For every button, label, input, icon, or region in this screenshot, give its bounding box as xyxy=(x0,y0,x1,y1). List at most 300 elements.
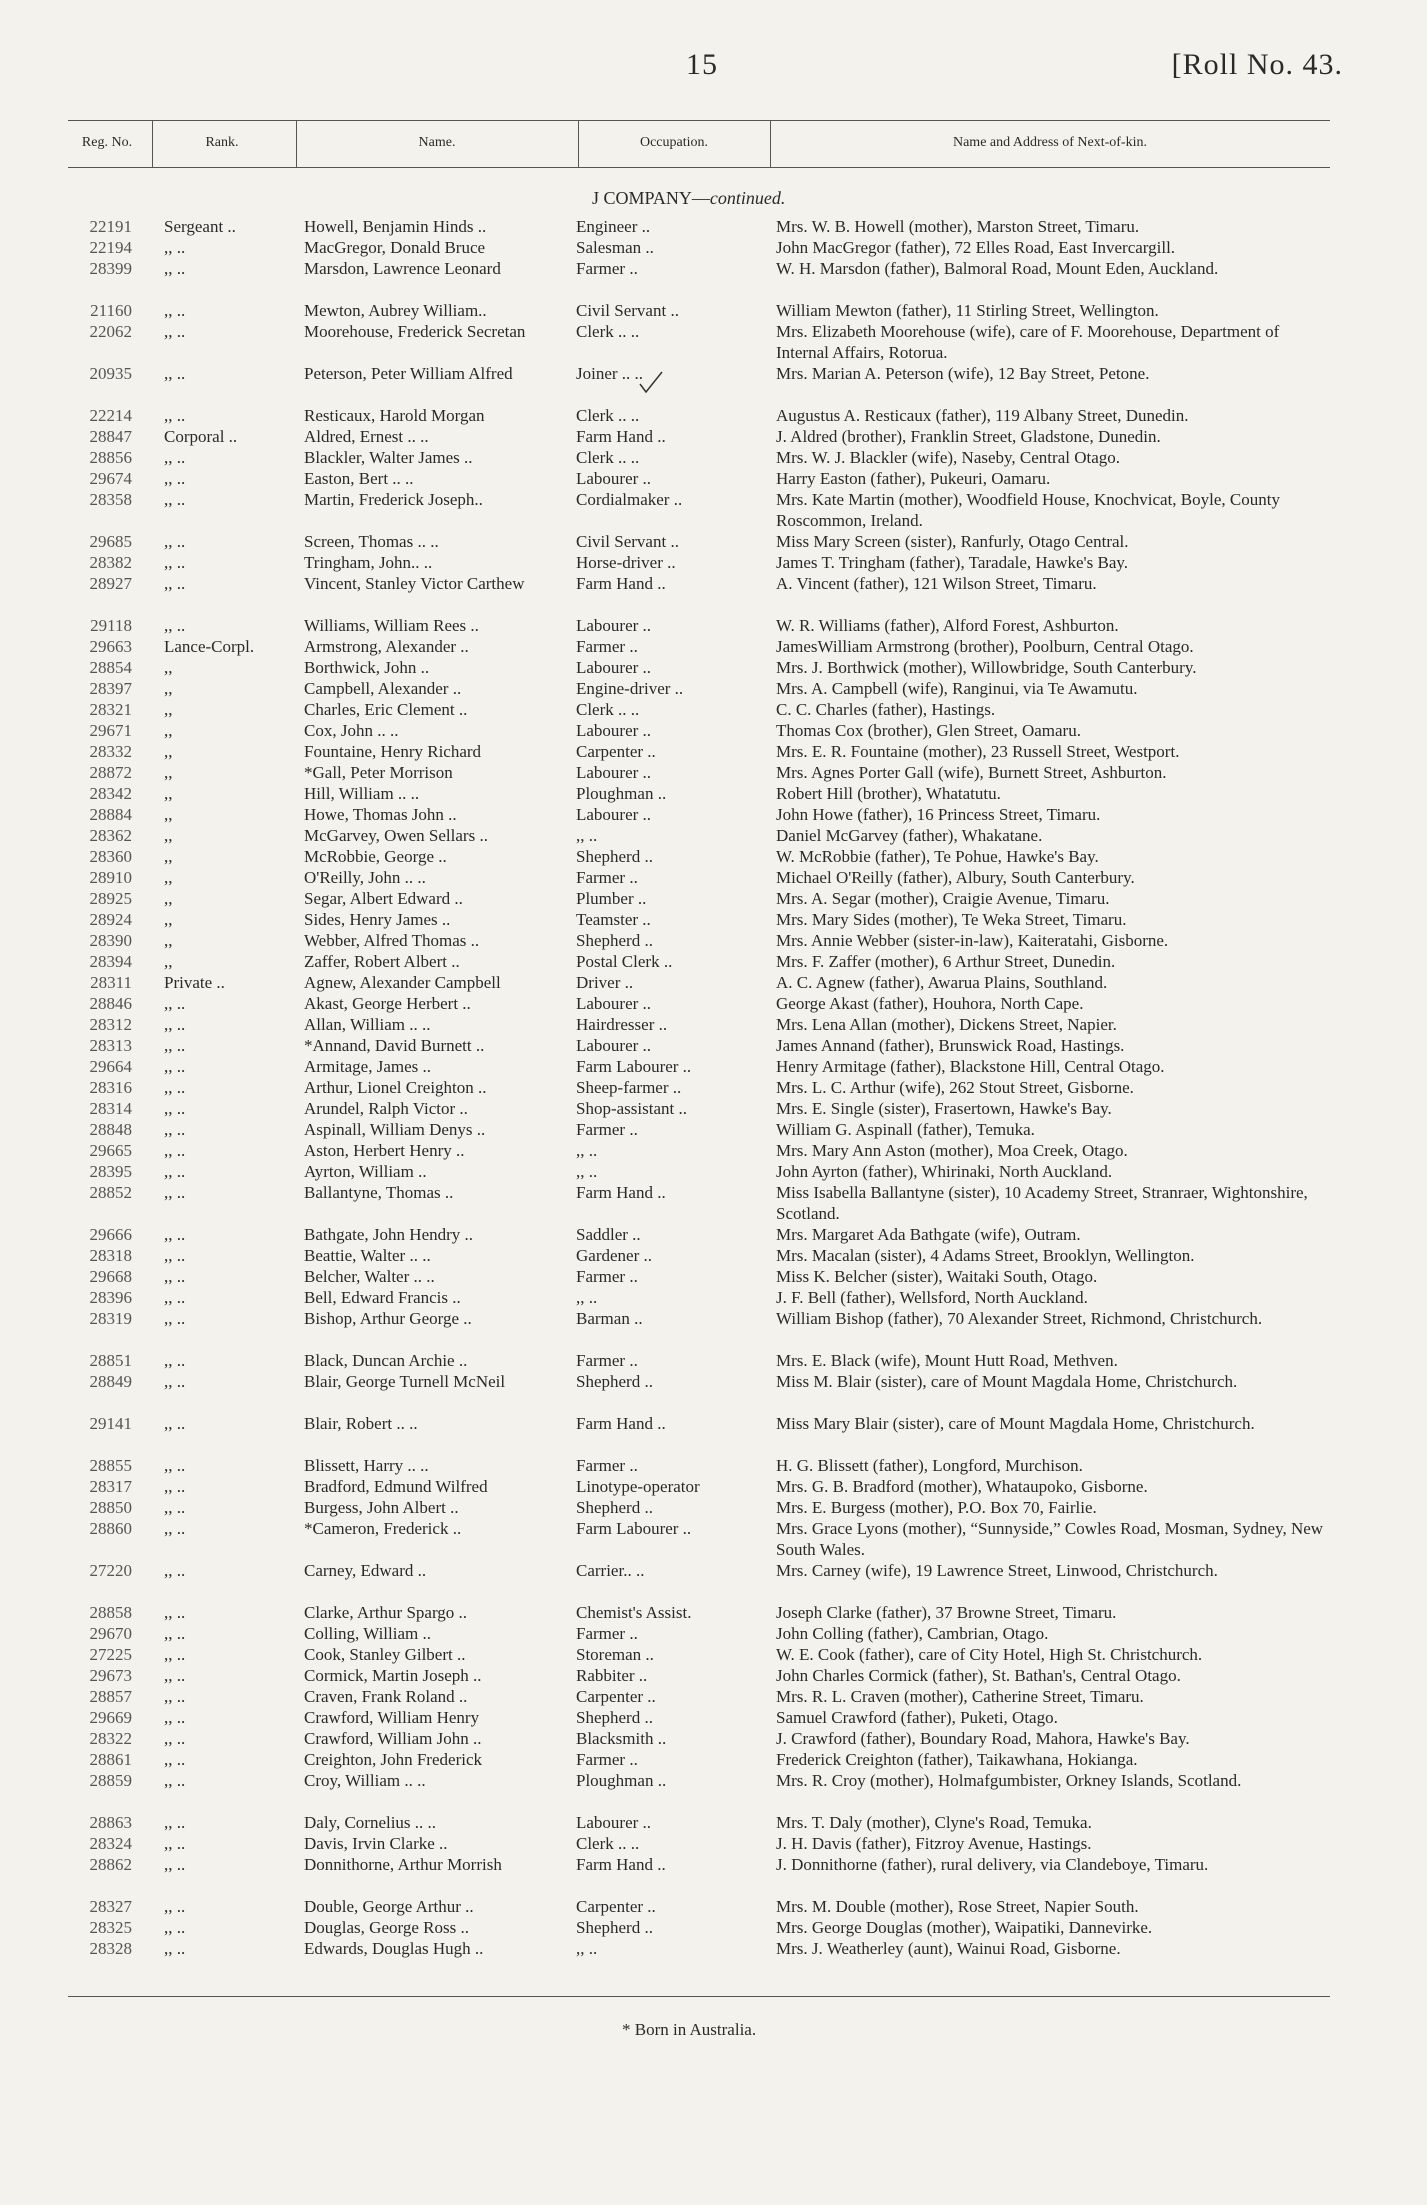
soldier-name: Ballantyne, Thomas .. xyxy=(304,1183,454,1202)
soldier-name: Agnew, Alexander Campbell xyxy=(304,973,501,992)
rank: ,, .. xyxy=(164,1918,186,1937)
soldier-name: Howe, Thomas John .. xyxy=(304,805,457,824)
reg-number: 28322 xyxy=(89,1729,132,1748)
soldier-name: Blackler, Walter James .. xyxy=(304,448,473,467)
soldier-name: Belcher, Walter .. .. xyxy=(304,1267,435,1286)
reg-number: 28317 xyxy=(89,1477,132,1496)
occupation: Linotype-operator xyxy=(576,1477,700,1496)
rank: ,, .. xyxy=(164,1036,186,1055)
soldier-name: Tringham, John.. .. xyxy=(304,553,433,572)
next-of-kin: Mrs. Marian A. Peterson (wife), 12 Bay Street, Petone. xyxy=(776,364,1150,383)
reg-number: 29674 xyxy=(89,469,132,488)
occupation: Chemist's Assist. xyxy=(576,1603,692,1622)
soldier-name: Vincent, Stanley Victor Carthew xyxy=(304,574,525,593)
rank: ,, .. xyxy=(164,574,186,593)
next-of-kin: Mrs. G. B. Bradford (mother), Whataupoko, Gisborne. xyxy=(776,1477,1148,1496)
rank: ,, .. xyxy=(164,1666,186,1685)
soldier-name: Resticaux, Harold Morgan xyxy=(304,406,485,425)
reg-number: 28397 xyxy=(89,679,132,698)
rank: ,, .. xyxy=(164,301,186,320)
company-title xyxy=(592,188,785,209)
next-of-kin: Mrs. E. Burgess (mother), P.O. Box 70, Fairlie. xyxy=(776,1498,1097,1517)
occupation: Labourer .. xyxy=(576,469,652,488)
occupation: Shepherd .. xyxy=(576,1372,653,1391)
soldier-name: Donnithorne, Arthur Morrish xyxy=(304,1855,502,1874)
reg-number: 28319 xyxy=(89,1309,132,1328)
soldier-name: Marsdon, Lawrence Leonard xyxy=(304,259,501,278)
reg-number: 28324 xyxy=(89,1834,132,1853)
reg-number: 27225 xyxy=(89,1645,132,1664)
next-of-kin: Mrs. E. Black (wife), Mount Hutt Road, Methven. xyxy=(776,1351,1118,1370)
reg-number: 28857 xyxy=(89,1687,132,1706)
rank: Sergeant .. xyxy=(164,217,236,236)
reg-number: 28332 xyxy=(89,742,132,761)
next-of-kin: Henry Armitage (father), Blackstone Hill, Central Otago. xyxy=(776,1057,1165,1076)
occupation: Carpenter .. xyxy=(576,1897,656,1916)
soldier-name: Williams, William Rees .. xyxy=(304,616,479,635)
next-of-kin: Mrs. A. Segar (mother), Craigie Avenue, Timaru. xyxy=(776,889,1110,908)
soldier-name: Charles, Eric Clement .. xyxy=(304,700,468,719)
occupation: Farm Hand .. xyxy=(576,574,666,593)
soldier-name: Sides, Henry James .. xyxy=(304,910,451,929)
next-of-kin: Mrs. E. Single (sister), Frasertown, Hawke's Bay. xyxy=(776,1099,1112,1118)
occupation: Farm Hand .. xyxy=(576,1855,666,1874)
reg-number: 29118 xyxy=(90,616,132,635)
occupation: Engine-driver .. xyxy=(576,679,684,698)
occupation: ,, .. xyxy=(576,1162,598,1181)
next-of-kin: William Bishop (father), 70 Alexander Street, Richmond, Christchurch. xyxy=(776,1309,1263,1328)
rank: ,, xyxy=(164,700,173,719)
rank: Corporal .. xyxy=(164,427,238,446)
next-of-kin: Mrs. J. Weatherley (aunt), Wainui Road, Gisborne. xyxy=(776,1939,1121,1958)
occupation: Farm Hand .. xyxy=(576,1183,666,1202)
reg-number: 28360 xyxy=(89,847,132,866)
reg-number: 29665 xyxy=(89,1141,132,1160)
next-of-kin: John Colling (father), Cambrian, Otago. xyxy=(776,1624,1049,1643)
reg-number: 28861 xyxy=(89,1750,132,1769)
rank: ,, .. xyxy=(164,1225,186,1244)
reg-number: 28859 xyxy=(89,1771,132,1790)
reg-number: 28862 xyxy=(89,1855,132,1874)
rank: ,, .. xyxy=(164,1855,186,1874)
occupation: Shepherd .. xyxy=(576,1918,653,1937)
reg-number: 29141 xyxy=(89,1414,132,1433)
reg-number: 28927 xyxy=(89,574,132,593)
occupation: Saddler .. xyxy=(576,1225,641,1244)
next-of-kin: Mrs. Annie Webber (sister-in-law), Kaiteratahi, Gisborne. xyxy=(776,931,1169,950)
occupation: Horse-driver .. xyxy=(576,553,676,572)
next-of-kin: Michael O'Reilly (father), Albury, South Canterbury. xyxy=(776,868,1135,887)
reg-number: 28327 xyxy=(89,1897,132,1916)
reg-number: 22194 xyxy=(89,238,132,257)
next-of-kin: James T. Tringham (father), Taradale, Hawke's Bay. xyxy=(776,553,1129,572)
rank: ,, .. xyxy=(164,1099,186,1118)
next-of-kin: J. Donnithorne (father), rural delivery, via Clandeboye, Timaru. xyxy=(776,1855,1209,1874)
rank: ,, .. xyxy=(164,1897,186,1916)
reg-number: 29669 xyxy=(89,1708,132,1727)
soldier-name: Douglas, George Ross .. xyxy=(304,1918,469,1937)
reg-number: 28382 xyxy=(89,553,132,572)
soldier-name: Colling, William .. xyxy=(304,1624,431,1643)
occupation: Labourer .. xyxy=(576,763,652,782)
occupation: Carrier.. .. xyxy=(576,1561,645,1580)
next-of-kin: C. C. Charles (father), Hastings. xyxy=(776,700,996,719)
reg-number: 28863 xyxy=(89,1813,132,1832)
occupation: Farm Labourer .. xyxy=(576,1519,692,1538)
soldier-name: Aldred, Ernest .. .. xyxy=(304,427,429,446)
next-of-kin: Mrs. W. B. Howell (mother), Marston Street, Timaru. xyxy=(776,217,1140,236)
soldier-name: Burgess, John Albert .. xyxy=(304,1498,459,1517)
column-header-name: Name. xyxy=(418,135,456,150)
reg-number: 28858 xyxy=(89,1603,132,1622)
occupation: ,, .. xyxy=(576,826,598,845)
rank: ,, .. xyxy=(164,1078,186,1097)
rank: ,, .. xyxy=(164,1750,186,1769)
reg-number: 28321 xyxy=(89,700,132,719)
next-of-kin: W. H. Marsdon (father), Balmoral Road, Mount Eden, Auckland. xyxy=(776,259,1219,278)
occupation: Joiner .. .. xyxy=(576,364,644,383)
next-of-kin: John Charles Cormick (father), St. Bathan's, Central Otago. xyxy=(776,1666,1181,1685)
rank: ,, .. xyxy=(164,1645,186,1664)
reg-number: 28394 xyxy=(89,952,132,971)
next-of-kin: Harry Easton (father), Pukeuri, Oamaru. xyxy=(776,469,1051,488)
reg-number: 28855 xyxy=(89,1456,132,1475)
occupation: Hairdresser .. xyxy=(576,1015,668,1034)
occupation: Farmer .. xyxy=(576,637,638,656)
reg-number: 28390 xyxy=(89,931,132,950)
column-header-next-of-kin: Name and Address of Next-of-kin. xyxy=(952,135,1147,150)
next-of-kin: Joseph Clarke (father), 37 Browne Street, Timaru. xyxy=(776,1603,1117,1622)
soldier-name: Webber, Alfred Thomas .. xyxy=(304,931,480,950)
rank: ,, .. xyxy=(164,1687,186,1706)
rank: ,, .. xyxy=(164,1414,186,1433)
rank: ,, .. xyxy=(164,1015,186,1034)
occupation: Clerk .. .. xyxy=(576,406,640,425)
reg-number: 28851 xyxy=(89,1351,132,1370)
rank: ,, .. xyxy=(164,1141,186,1160)
soldier-name: Cook, Stanley Gilbert .. xyxy=(304,1645,466,1664)
rank: ,, .. xyxy=(164,1246,186,1265)
page-number: 15 xyxy=(686,48,718,81)
occupation: Farmer .. xyxy=(576,1624,638,1643)
reg-number: 28847 xyxy=(89,427,132,446)
next-of-kin: J. Crawford (father), Boundary Road, Mahora, Hawke's Bay. xyxy=(776,1729,1190,1748)
rank: ,, .. xyxy=(164,1288,186,1307)
occupation: Civil Servant .. xyxy=(576,532,679,551)
column-header-occupation: Occupation. xyxy=(639,135,709,150)
occupation: Cordialmaker .. xyxy=(576,490,683,509)
soldier-name: Bathgate, John Hendry .. xyxy=(304,1225,474,1244)
soldier-name: Easton, Bert .. .. xyxy=(304,469,414,488)
next-of-kin: Augustus A. Resticaux (father), 119 Albany Street, Dunedin. xyxy=(776,406,1189,425)
reg-number: 22062 xyxy=(89,322,132,341)
reg-number: 28358 xyxy=(89,490,132,509)
reg-number: 28325 xyxy=(89,1918,132,1937)
soldier-name: Moorehouse, Frederick Secretan xyxy=(304,322,526,341)
soldier-name: Davis, Irvin Clarke .. xyxy=(304,1834,448,1853)
occupation: Farmer .. xyxy=(576,1351,638,1370)
rank: ,, xyxy=(164,868,173,887)
rank: ,, .. xyxy=(164,490,186,509)
occupation: Salesman .. xyxy=(576,238,654,257)
soldier-name: *Annand, David Burnett .. xyxy=(304,1036,485,1055)
soldier-name: Armstrong, Alexander .. xyxy=(304,637,469,656)
occupation: Teamster .. xyxy=(576,910,651,929)
rank: ,, xyxy=(164,763,173,782)
next-of-kin: Mrs. George Douglas (mother), Waipatiki, Dannevirke. xyxy=(776,1918,1153,1937)
rank: ,, .. xyxy=(164,1309,186,1328)
reg-number: 28362 xyxy=(89,826,132,845)
rank: ,, .. xyxy=(164,1372,186,1391)
rank: ,, .. xyxy=(164,448,186,467)
occupation: Shepherd .. xyxy=(576,847,653,866)
rank: ,, xyxy=(164,805,173,824)
rank: ,, .. xyxy=(164,406,186,425)
occupation: Carpenter .. xyxy=(576,1687,656,1706)
rank: ,, .. xyxy=(164,1456,186,1475)
occupation: Farmer .. xyxy=(576,1750,638,1769)
soldier-name: Zaffer, Robert Albert .. xyxy=(304,952,460,971)
next-of-kin: A. C. Agnew (father), Awarua Plains, Southland. xyxy=(776,973,1108,992)
next-of-kin: Miss Isabella Ballantyne (sister), 10 Academy Street, Stranraer, Wightonshire, Scotland. xyxy=(776,1183,1308,1223)
next-of-kin: Mrs. R. Croy (mother), Holmafgumbister, Orkney Islands, Scotland. xyxy=(776,1771,1242,1790)
occupation: Clerk .. .. xyxy=(576,700,640,719)
reg-number: 22214 xyxy=(89,406,132,425)
soldier-name: Edwards, Douglas Hugh .. xyxy=(304,1939,484,1958)
next-of-kin: Mrs. L. C. Arthur (wife), 262 Stout Street, Gisborne. xyxy=(776,1078,1134,1097)
rank: Private .. xyxy=(164,973,225,992)
rank: ,, .. xyxy=(164,1939,186,1958)
rank: ,, .. xyxy=(164,1498,186,1517)
next-of-kin: George Akast (father), Houhora, North Cape. xyxy=(776,994,1084,1013)
soldier-name: Crawford, William John .. xyxy=(304,1729,482,1748)
soldier-name: Bishop, Arthur George .. xyxy=(304,1309,472,1328)
next-of-kin: Mrs. Macalan (sister), 4 Adams Street, Brooklyn, Wellington. xyxy=(776,1246,1195,1265)
soldier-name: Croy, William .. .. xyxy=(304,1771,426,1790)
reg-number: 28846 xyxy=(89,994,132,1013)
company-title-text: J COMPANY— xyxy=(592,188,710,208)
rank: ,, .. xyxy=(164,1561,186,1580)
reg-number: 28872 xyxy=(89,763,132,782)
soldier-name: MacGregor, Donald Bruce xyxy=(304,238,486,257)
occupation: Labourer .. xyxy=(576,1036,652,1055)
soldier-name: Blair, Robert .. .. xyxy=(304,1414,418,1433)
rank: ,, xyxy=(164,784,173,803)
reg-number: 29673 xyxy=(89,1666,132,1685)
rank: ,, .. xyxy=(164,1183,186,1202)
next-of-kin: H. G. Blissett (father), Longford, Murchison. xyxy=(776,1456,1083,1475)
next-of-kin: J. H. Davis (father), Fitzroy Avenue, Hastings. xyxy=(776,1834,1092,1853)
reg-number: 28316 xyxy=(89,1078,132,1097)
reg-number: 28854 xyxy=(89,658,132,677)
next-of-kin: James Annand (father), Brunswick Road, Hastings. xyxy=(776,1036,1125,1055)
soldier-name: Segar, Albert Edward .. xyxy=(304,889,463,908)
next-of-kin: Frederick Creighton (father), Taikawhana, Hokianga. xyxy=(776,1750,1138,1769)
occupation: Clerk .. .. xyxy=(576,322,640,341)
rank: ,, .. xyxy=(164,238,186,257)
column-header-rank: Rank. xyxy=(205,135,239,150)
next-of-kin: John Howe (father), 16 Princess Street, Timaru. xyxy=(776,805,1101,824)
occupation: Ploughman .. xyxy=(576,784,667,803)
soldier-name: Daly, Cornelius .. .. xyxy=(304,1813,437,1832)
occupation: Labourer .. xyxy=(576,1813,652,1832)
occupation: Blacksmith .. xyxy=(576,1729,667,1748)
occupation: Shop-assistant .. xyxy=(576,1099,687,1118)
reg-number: 28910 xyxy=(89,868,132,887)
occupation: Rabbiter .. xyxy=(576,1666,648,1685)
occupation: Postal Clerk .. xyxy=(576,952,673,971)
next-of-kin: W. McRobbie (father), Te Pohue, Hawke's Bay. xyxy=(776,847,1099,866)
next-of-kin: Mrs. R. L. Craven (mother), Catherine Street, Timaru. xyxy=(776,1687,1144,1706)
reg-number: 28856 xyxy=(89,448,132,467)
reg-number: 28884 xyxy=(89,805,132,824)
reg-number: 28925 xyxy=(89,889,132,908)
rank: ,, .. xyxy=(164,1771,186,1790)
rank: ,, .. xyxy=(164,994,186,1013)
footnote: * Born in Australia. xyxy=(622,2020,757,2039)
soldier-name: Black, Duncan Archie .. xyxy=(304,1351,468,1370)
occupation: Farm Hand .. xyxy=(576,1414,666,1433)
occupation: Clerk .. .. xyxy=(576,448,640,467)
occupation: Storeman .. xyxy=(576,1645,654,1664)
reg-number: 28849 xyxy=(89,1372,132,1391)
next-of-kin: Mrs. Agnes Porter Gall (wife), Burnett Street, Ashburton. xyxy=(776,763,1167,782)
next-of-kin: JamesWilliam Armstrong (brother), Poolburn, Central Otago. xyxy=(776,637,1194,656)
next-of-kin: Mrs. Carney (wife), 19 Lawrence Street, Linwood, Christchurch. xyxy=(776,1561,1218,1580)
reg-number: 28848 xyxy=(89,1120,132,1139)
rank: ,, xyxy=(164,742,173,761)
reg-number: 27220 xyxy=(89,1561,132,1580)
rank: ,, .. xyxy=(164,364,186,383)
reg-number: 28318 xyxy=(89,1246,132,1265)
soldier-name: McRobbie, George .. xyxy=(304,847,447,866)
next-of-kin: Mrs. Margaret Ada Bathgate (wife), Outram. xyxy=(776,1225,1081,1244)
rank: ,, .. xyxy=(164,1162,186,1181)
soldier-name: Fountaine, Henry Richard xyxy=(304,742,482,761)
occupation: Ploughman .. xyxy=(576,1771,667,1790)
next-of-kin: Mrs. Lena Allan (mother), Dickens Street, Napier. xyxy=(776,1015,1117,1034)
next-of-kin: Mrs. Mary Sides (mother), Te Weka Street, Timaru. xyxy=(776,910,1127,929)
reg-number: 29671 xyxy=(89,721,132,740)
reg-number: 28860 xyxy=(89,1519,132,1538)
rank: ,, .. xyxy=(164,1057,186,1076)
occupation: Plumber .. xyxy=(576,889,647,908)
rank: ,, .. xyxy=(164,469,186,488)
occupation: Farmer .. xyxy=(576,1456,638,1475)
soldier-name: Akast, George Herbert .. xyxy=(304,994,471,1013)
next-of-kin: Mrs. J. Borthwick (mother), Willowbridge, South Canterbury. xyxy=(776,658,1197,677)
reg-number: 28852 xyxy=(89,1183,132,1202)
soldier-name: Campbell, Alexander .. xyxy=(304,679,462,698)
occupation: Shepherd .. xyxy=(576,931,653,950)
rank: ,, .. xyxy=(164,1624,186,1643)
rank: ,, .. xyxy=(164,1834,186,1853)
soldier-name: Carney, Edward .. xyxy=(304,1561,427,1580)
reg-number: 28399 xyxy=(89,259,132,278)
reg-number: 28396 xyxy=(89,1288,132,1307)
soldier-name: Creighton, John Frederick xyxy=(304,1750,482,1769)
occupation: Labourer .. xyxy=(576,616,652,635)
soldier-name: Aston, Herbert Henry .. xyxy=(304,1141,465,1160)
rank: ,, .. xyxy=(164,1729,186,1748)
company-title-suffix: continued. xyxy=(709,188,786,208)
next-of-kin: Mrs. Kate Martin (mother), Woodfield House, Knochvicat, Boyle, County Roscommon, Ireland. xyxy=(776,490,1280,530)
column-header-reg: Reg. No. xyxy=(81,135,133,150)
next-of-kin: Samuel Crawford (father), Puketi, Otago. xyxy=(776,1708,1058,1727)
rank: ,, xyxy=(164,931,173,950)
reg-number: 28313 xyxy=(89,1036,132,1055)
reg-number: 28328 xyxy=(89,1939,132,1958)
occupation: Farmer .. xyxy=(576,868,638,887)
rank: ,, .. xyxy=(164,1120,186,1139)
occupation: Labourer .. xyxy=(576,721,652,740)
occupation: Shepherd .. xyxy=(576,1708,653,1727)
rank: ,, .. xyxy=(164,532,186,551)
occupation: ,, .. xyxy=(576,1141,598,1160)
next-of-kin: William Mewton (father), 11 Stirling Street, Wellington. xyxy=(776,301,1159,320)
next-of-kin: W. R. Williams (father), Alford Forest, Ashburton. xyxy=(776,616,1119,635)
soldier-name: Arundel, Ralph Victor .. xyxy=(304,1099,468,1118)
soldier-name: Mewton, Aubrey William.. xyxy=(304,301,487,320)
next-of-kin: Miss M. Blair (sister), care of Mount Magdala Home, Christchurch. xyxy=(776,1372,1238,1391)
next-of-kin: Mrs. A. Campbell (wife), Ranginui, via Te Awamutu. xyxy=(776,679,1138,698)
soldier-name: *Gall, Peter Morrison xyxy=(304,763,453,782)
rank: ,, xyxy=(164,826,173,845)
soldier-name: McGarvey, Owen Sellars .. xyxy=(304,826,488,845)
occupation: Shepherd .. xyxy=(576,1498,653,1517)
reg-number: 28314 xyxy=(89,1099,132,1118)
reg-number: 28924 xyxy=(89,910,132,929)
soldier-name: Ayrton, William .. xyxy=(304,1162,427,1181)
next-of-kin: Robert Hill (brother), Whatatutu. xyxy=(776,784,1001,803)
rank: ,, .. xyxy=(164,259,186,278)
next-of-kin: Mrs. M. Double (mother), Rose Street, Napier South. xyxy=(776,1897,1139,1916)
rank: ,, xyxy=(164,721,173,740)
occupation: Carpenter .. xyxy=(576,742,656,761)
next-of-kin: J. F. Bell (father), Wellsford, North Auckland. xyxy=(776,1288,1088,1307)
rank: ,, .. xyxy=(164,322,186,341)
soldier-name: Craven, Frank Roland .. xyxy=(304,1687,468,1706)
rank: ,, .. xyxy=(164,1477,186,1496)
next-of-kin: Mrs. Mary Ann Aston (mother), Moa Creek, Otago. xyxy=(776,1141,1128,1160)
rank: ,, xyxy=(164,847,173,866)
soldier-name: Aspinall, William Denys .. xyxy=(304,1120,486,1139)
soldier-name: *Cameron, Frederick .. xyxy=(304,1519,462,1538)
soldier-name: Cormick, Martin Joseph .. xyxy=(304,1666,482,1685)
soldier-name: Howell, Benjamin Hinds .. xyxy=(304,217,487,236)
reg-number: 28312 xyxy=(89,1015,132,1034)
soldier-name: Cox, John .. .. xyxy=(304,721,399,740)
next-of-kin: Mrs. Grace Lyons (mother), “Sunnyside,” Cowles Road, Mosman, Sydney, New South Wales. xyxy=(776,1519,1324,1559)
bottom-rule xyxy=(68,1996,1330,1997)
reg-number: 28311 xyxy=(90,973,132,992)
occupation: Engineer .. xyxy=(576,217,651,236)
occupation: Civil Servant .. xyxy=(576,301,679,320)
soldier-name: Blissett, Harry .. .. xyxy=(304,1456,429,1475)
next-of-kin: W. E. Cook (father), care of City Hotel, High St. Christchurch. xyxy=(776,1645,1203,1664)
next-of-kin: William G. Aspinall (father), Temuka. xyxy=(776,1120,1035,1139)
soldier-name: Clarke, Arthur Spargo .. xyxy=(304,1603,468,1622)
soldier-name: Borthwick, John .. xyxy=(304,658,430,677)
rank: ,, .. xyxy=(164,1813,186,1832)
reg-number: 29685 xyxy=(89,532,132,551)
soldier-name: Bell, Edward Francis .. xyxy=(304,1288,461,1307)
next-of-kin: Thomas Cox (brother), Glen Street, Oamaru. xyxy=(776,721,1081,740)
rank: ,, xyxy=(164,679,173,698)
next-of-kin: Mrs. F. Zaffer (mother), 6 Arthur Street, Dunedin. xyxy=(776,952,1116,971)
next-of-kin: Mrs. Elizabeth Moorehouse (wife), care of F. Moorehouse, Department of Internal Affairs, Rotorua. xyxy=(776,322,1280,362)
occupation: Gardener .. xyxy=(576,1246,652,1265)
